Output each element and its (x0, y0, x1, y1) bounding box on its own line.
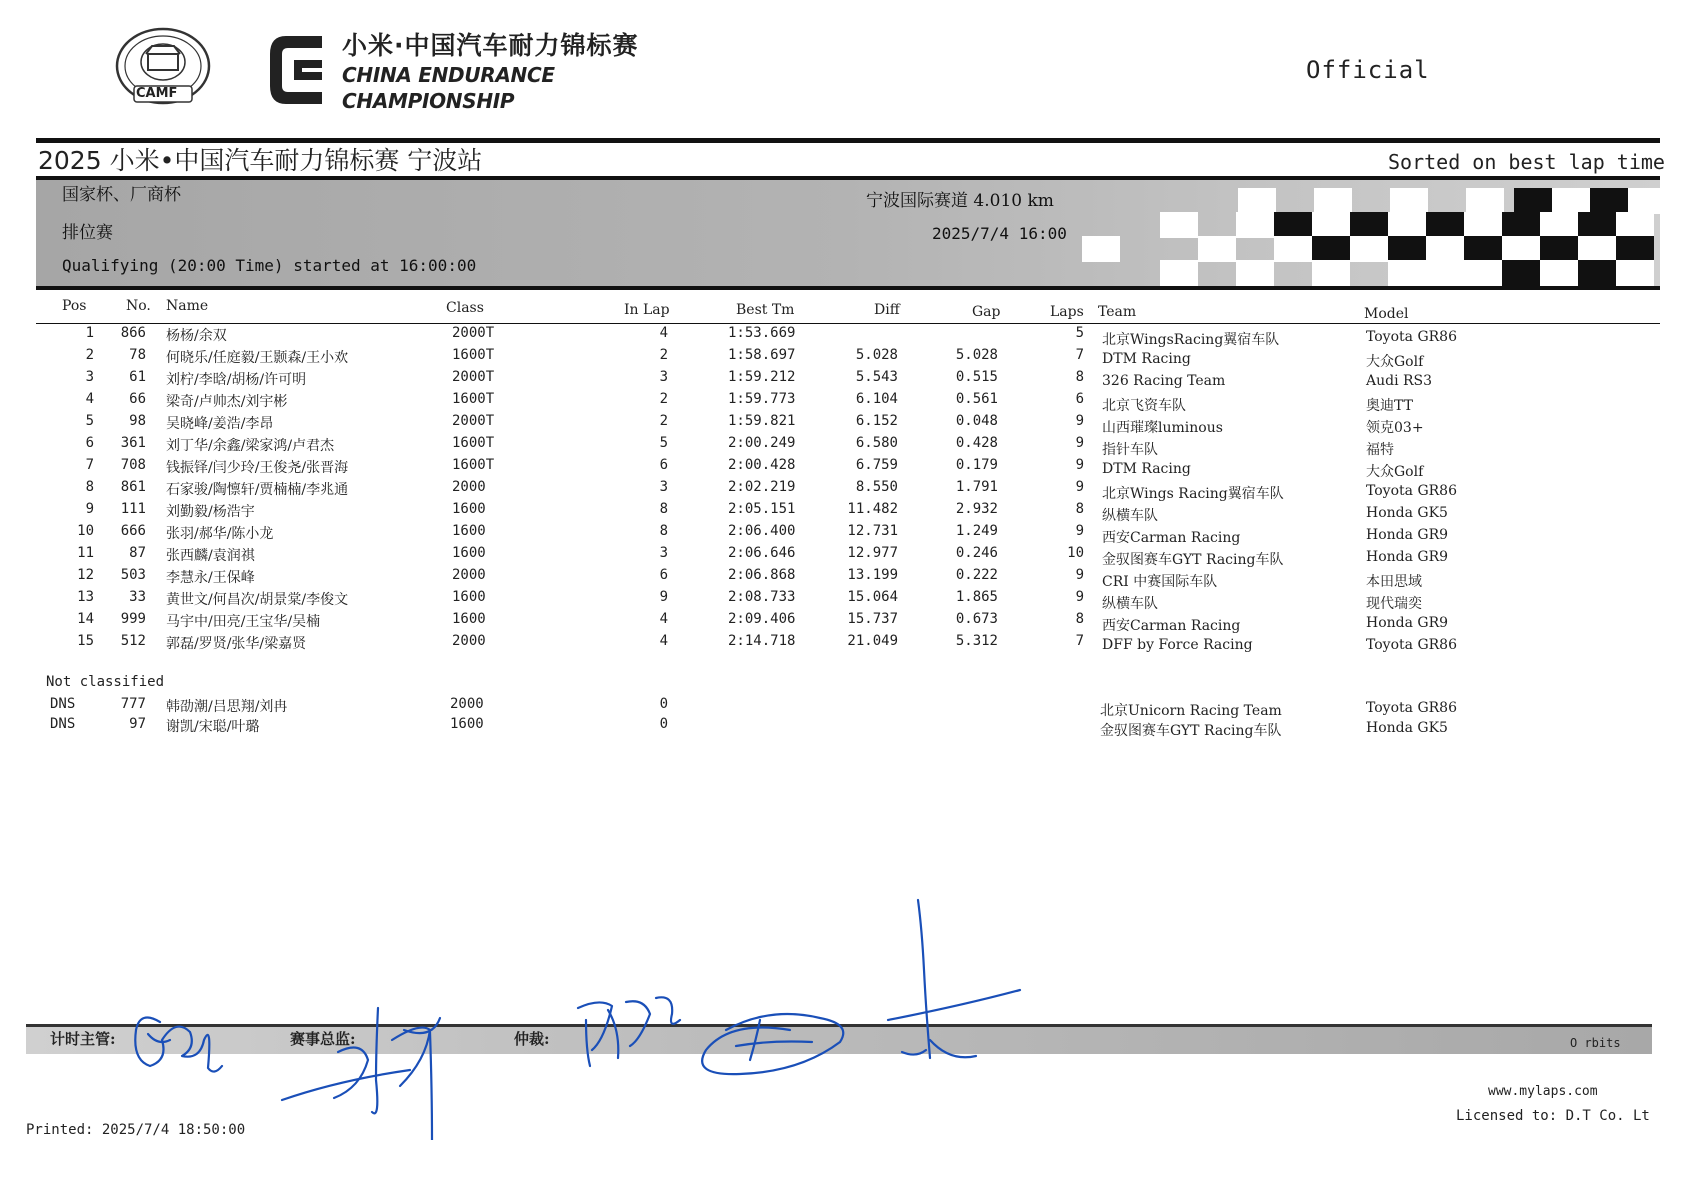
cell-inlap: 6 (659, 567, 668, 583)
cell-laps: 9 (1075, 479, 1084, 495)
cell-diff: 5.543 (855, 369, 898, 385)
cell-laps: 8 (1075, 501, 1084, 517)
cell-class: 1600 (452, 501, 486, 517)
cell-name: 吴晓峰/姜浩/李昂 (166, 416, 274, 432)
col-model: Model (1364, 306, 1409, 322)
event-title: 2025 小米•中国汽车耐力锦标赛 宁波站 (38, 146, 483, 175)
cell-diff: 15.737 (847, 611, 898, 627)
handwritten-signatures (0, 890, 1684, 1140)
cell-inlap: 4 (659, 633, 668, 649)
cell-pos: 9 (85, 501, 94, 517)
cell-pos: 1 (85, 325, 94, 341)
orbits-label: O rbits (1570, 1036, 1621, 1050)
championship-title-cn: 小米·中国汽车耐力锦标赛 (342, 31, 639, 60)
cell-class: 2000 (450, 696, 484, 712)
cell-model: Toyota GR86 (1366, 329, 1457, 345)
cell-no: 78 (129, 347, 146, 363)
cell-inlap: 4 (659, 611, 668, 627)
event-category: 国家杯、厂商杯 (62, 185, 181, 205)
cell-name: 钱振铎/闫少玲/王俊尧/张晋海 (166, 460, 349, 476)
cell-name: 石家骏/陶懔轩/贾楠楠/李兆通 (166, 482, 349, 498)
cell-diff: 6.104 (855, 391, 898, 407)
cell-inlap: 3 (659, 479, 668, 495)
cell-class: 1600T (452, 391, 495, 407)
championship-title-en: CHINA ENDURANCE CHAMPIONSHIP (342, 63, 555, 113)
cell-class: 1600 (450, 716, 484, 732)
cell-name: 张羽/郝华/陈小龙 (166, 526, 274, 542)
cell-best: 2:08.733 (728, 589, 796, 605)
cell-model: Toyota GR86 (1366, 637, 1457, 653)
cell-no: 777 (120, 696, 146, 712)
cell-gap: 0.428 (955, 435, 998, 451)
cell-no: 666 (120, 523, 146, 539)
race-director-label: 赛事总监: (290, 1030, 356, 1048)
cell-team: CRI 中赛国际车队 (1102, 574, 1218, 590)
cell-name: 张西麟/袁润祺 (166, 548, 255, 564)
qualifying-info: Qualifying (20:00 Time) started at 16:00:00 (62, 256, 477, 275)
col-team: Team (1098, 304, 1137, 320)
cell-pos: 13 (77, 589, 94, 605)
not-classified-label: Not classified (46, 674, 165, 690)
cell-model: Honda GR9 (1366, 527, 1449, 543)
cell-gap: 5.028 (955, 347, 998, 363)
cell-gap: 0.179 (955, 457, 998, 473)
cell-name: 梁奇/卢帅杰/刘宇彬 (166, 394, 288, 410)
cell-diff: 12.731 (847, 523, 898, 539)
cell-laps: 5 (1075, 325, 1084, 341)
cell-team: 北京飞资车队 (1102, 398, 1186, 414)
licensed-to: Licensed to: D.T Co. Lt (1456, 1108, 1650, 1124)
cell-model: Honda GR9 (1366, 615, 1449, 631)
cell-no: 503 (120, 567, 146, 583)
sort-note: Sorted on best lap time (1388, 150, 1665, 174)
cell-name: 郭磊/罗贤/张华/梁嘉贤 (166, 636, 307, 652)
cell-laps: 8 (1075, 369, 1084, 385)
timing-chief-label: 计时主管: (50, 1030, 116, 1048)
cell-pos: 11 (77, 545, 94, 561)
cell-no: 98 (129, 413, 146, 429)
cell-laps: 7 (1075, 347, 1084, 363)
cell-best: 2:06.646 (728, 545, 796, 561)
cell-class: 2000T (452, 413, 495, 429)
cell-no: 361 (120, 435, 146, 451)
cell-pos: 6 (85, 435, 94, 451)
cell-diff: 8.550 (855, 479, 898, 495)
cell-no: 999 (120, 611, 146, 627)
col-diff: Diff (874, 302, 900, 318)
cell-laps: 9 (1075, 589, 1084, 605)
cell-name: 马宇中/田亮/王宝华/吴楠 (166, 614, 321, 630)
cell-name: 何晓乐/任庭毅/王颢森/王小欢 (166, 350, 349, 366)
cell-model: 大众Golf (1366, 354, 1424, 370)
cell-class: 1600 (452, 589, 486, 605)
col-no: No. (126, 298, 151, 314)
cell-diff: 6.152 (855, 413, 898, 429)
cell-team: 北京Unicorn Racing Team (1100, 703, 1282, 719)
cell-name: 刘勤毅/杨浩宇 (166, 504, 255, 520)
cell-no: 111 (120, 501, 146, 517)
cell-team: 指针车队 (1102, 442, 1158, 458)
cell-inlap: 3 (659, 545, 668, 561)
cell-inlap: 8 (659, 501, 668, 517)
cell-diff: 11.482 (847, 501, 898, 517)
printed-timestamp: Printed: 2025/7/4 18:50:00 (26, 1122, 246, 1138)
cell-diff: 5.028 (855, 347, 898, 363)
cell-model: Honda GR9 (1366, 549, 1449, 565)
cell-laps: 9 (1075, 523, 1084, 539)
cell-pos: DNS (50, 716, 76, 732)
cell-model: Honda GK5 (1366, 720, 1448, 736)
cell-model: Toyota GR86 (1366, 483, 1457, 499)
cell-inlap: 2 (659, 391, 668, 407)
cell-diff: 6.759 (855, 457, 898, 473)
cell-gap: 1.249 (955, 523, 998, 539)
cell-inlap: 0 (659, 716, 668, 732)
cell-name: 刘柠/李晗/胡杨/许可明 (166, 372, 307, 388)
cell-inlap: 2 (659, 413, 668, 429)
cell-no: 708 (120, 457, 146, 473)
cell-best: 2:09.406 (728, 611, 796, 627)
cell-class: 1600T (452, 457, 495, 473)
cell-name: 谢凯/宋聪/叶璐 (166, 719, 260, 735)
cell-team: 山西璀璨luminous (1102, 420, 1223, 436)
cell-name: 黄世文/何昌次/胡景棠/李俊文 (166, 592, 349, 608)
cell-gap: 0.561 (955, 391, 998, 407)
cell-team: DFF by Force Racing (1102, 637, 1253, 653)
cell-inlap: 4 (659, 325, 668, 341)
steward-label: 仲裁: (514, 1030, 550, 1048)
cell-team: 金驭图赛车GYT Racing车队 (1100, 723, 1282, 739)
cell-name: 杨杨/余双 (166, 328, 227, 344)
cell-best: 1:59.773 (728, 391, 796, 407)
cell-gap: 5.312 (955, 633, 998, 649)
cell-no: 33 (129, 589, 146, 605)
cell-class: 1600 (452, 523, 486, 539)
cec-logo-mark (264, 30, 326, 110)
cell-best: 1:59.821 (728, 413, 796, 429)
col-laps: Laps (1050, 304, 1084, 320)
cell-team: 西安Carman Racing (1102, 530, 1241, 546)
cell-gap: 0.246 (955, 545, 998, 561)
cell-diff: 13.199 (847, 567, 898, 583)
cell-model: 现代瑞奕 (1366, 596, 1422, 612)
cell-no: 97 (129, 716, 146, 732)
website-text: www.mylaps.com (1488, 1084, 1598, 1099)
cell-no: 512 (120, 633, 146, 649)
header-divider (36, 323, 1660, 324)
cell-best: 1:58.697 (728, 347, 796, 363)
cell-team: DTM Racing (1102, 351, 1191, 367)
col-pos: Pos (62, 298, 87, 314)
cell-pos: DNS (50, 696, 76, 712)
cell-no: 861 (120, 479, 146, 495)
cell-best: 1:59.212 (728, 369, 796, 385)
cell-best: 2:00.249 (728, 435, 796, 451)
cell-laps: 10 (1067, 545, 1084, 561)
cell-name: 韩劭潮/吕思翔/刘冉 (166, 699, 288, 715)
cell-model: Honda GK5 (1366, 505, 1448, 521)
cell-team: 北京WingsRacing翼宿车队 (1102, 332, 1280, 348)
cell-team: 326 Racing Team (1102, 373, 1226, 389)
cell-gap: 1.791 (955, 479, 998, 495)
cell-inlap: 8 (659, 523, 668, 539)
cell-diff: 6.580 (855, 435, 898, 451)
cell-model: 大众Golf (1366, 464, 1424, 480)
session-datetime: 2025/7/4 16:00 (932, 224, 1067, 243)
cell-gap: 0.673 (955, 611, 998, 627)
checkered-flag-graphic (1076, 180, 1660, 286)
cell-laps: 9 (1075, 413, 1084, 429)
cell-pos: 2 (85, 347, 94, 363)
cell-best: 2:06.400 (728, 523, 796, 539)
cell-laps: 6 (1075, 391, 1084, 407)
col-name: Name (166, 298, 209, 314)
cell-pos: 5 (85, 413, 94, 429)
cell-model: 本田思域 (1366, 574, 1422, 590)
cell-model: 奥迪TT (1366, 398, 1413, 414)
cell-laps: 9 (1075, 435, 1084, 451)
cell-laps: 9 (1075, 567, 1084, 583)
cell-diff: 15.064 (847, 589, 898, 605)
cell-inlap: 3 (659, 369, 668, 385)
cell-class: 2000T (452, 325, 495, 341)
cell-team: 纵横车队 (1102, 508, 1158, 524)
cell-best: 2:06.868 (728, 567, 796, 583)
cell-team: 西安Carman Racing (1102, 618, 1241, 634)
cell-best: 2:05.151 (728, 501, 796, 517)
cell-class: 1600T (452, 435, 495, 451)
cell-diff: 21.049 (847, 633, 898, 649)
cell-inlap: 6 (659, 457, 668, 473)
cell-team: 纵横车队 (1102, 596, 1158, 612)
cell-laps: 9 (1075, 457, 1084, 473)
cell-class: 2000 (452, 479, 486, 495)
cell-no: 66 (129, 391, 146, 407)
cell-laps: 7 (1075, 633, 1084, 649)
cell-pos: 15 (77, 633, 94, 649)
cell-best: 1:53.669 (728, 325, 796, 341)
col-in-lap: In Lap (624, 302, 670, 318)
cell-inlap: 0 (659, 696, 668, 712)
cell-pos: 12 (77, 567, 94, 583)
cell-inlap: 2 (659, 347, 668, 363)
camf-text: CAMF (136, 86, 178, 101)
session-name: 排位赛 (62, 223, 113, 243)
cell-no: 87 (129, 545, 146, 561)
cell-class: 2000 (452, 567, 486, 583)
cell-gap: 1.865 (955, 589, 998, 605)
cell-class: 2000T (452, 369, 495, 385)
cell-pos: 7 (85, 457, 94, 473)
col-best-time: Best Tm (736, 302, 795, 318)
cell-gap: 0.222 (955, 567, 998, 583)
cell-class: 2000 (452, 633, 486, 649)
cell-gap: 0.515 (955, 369, 998, 385)
cell-pos: 14 (77, 611, 94, 627)
col-class: Class (446, 300, 484, 316)
cell-no: 61 (129, 369, 146, 385)
cell-inlap: 5 (659, 435, 668, 451)
cell-class: 1600 (452, 611, 486, 627)
cell-no: 866 (120, 325, 146, 341)
official-stamp: Official (1306, 56, 1430, 84)
cell-team: DTM Racing (1102, 461, 1191, 477)
cell-best: 2:14.718 (728, 633, 796, 649)
cell-gap: 2.932 (955, 501, 998, 517)
cell-model: 领克03+ (1366, 420, 1424, 436)
cell-name: 刘丁华/余鑫/梁家鸿/卢君杰 (166, 438, 335, 454)
cell-gap: 0.048 (955, 413, 998, 429)
cell-pos: 3 (85, 369, 94, 385)
cell-pos: 8 (85, 479, 94, 495)
cell-laps: 8 (1075, 611, 1084, 627)
col-gap: Gap (972, 304, 1001, 320)
cell-best: 2:00.428 (728, 457, 796, 473)
cell-class: 1600T (452, 347, 495, 363)
cell-inlap: 9 (659, 589, 668, 605)
track-info: 宁波国际赛道 4.010 km (866, 191, 1054, 211)
cell-name: 李慧永/王保峰 (166, 570, 255, 586)
cell-best: 2:02.219 (728, 479, 796, 495)
cell-model: Audi RS3 (1366, 373, 1433, 389)
cell-model: Toyota GR86 (1366, 700, 1457, 716)
cell-team: 金驭图赛车GYT Racing车队 (1102, 552, 1284, 568)
cell-class: 1600 (452, 545, 486, 561)
cell-team: 北京Wings Racing翼宿车队 (1102, 486, 1284, 502)
cell-pos: 10 (77, 523, 94, 539)
cell-pos: 4 (85, 391, 94, 407)
cell-model: 福特 (1366, 442, 1394, 458)
cell-diff: 12.977 (847, 545, 898, 561)
